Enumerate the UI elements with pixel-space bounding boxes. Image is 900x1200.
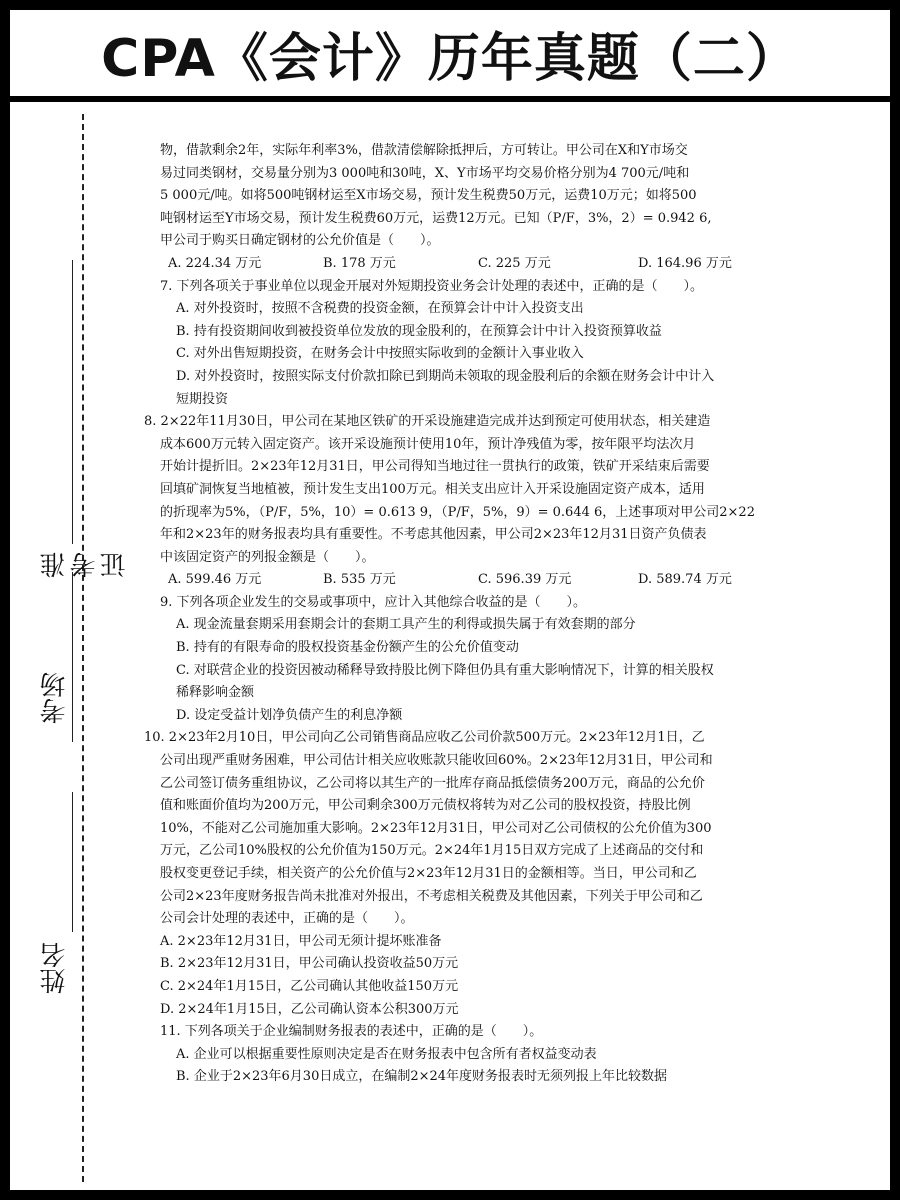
title-bar <box>10 10 890 102</box>
name-field <box>10 792 80 1112</box>
q6-option-d: D. 164.96 万元 <box>638 255 732 271</box>
q6-option-a: A. 224.34 万元 <box>168 255 262 271</box>
q7-option-b: B. 持有投资期间收到被投资单位发放的现金股利的，在预算会计中计入投资预算收益 <box>176 323 662 339</box>
q8-option-a: A. 599.46 万元 <box>168 572 262 588</box>
q8-line: 中该固定资产的列报金额是（ ）。 <box>160 549 375 565</box>
q9-option-b: B. 持有的有限寿命的股权投资基金份额产生的公允价值变动 <box>176 640 519 656</box>
q8-line: 成本600万元转入固定资产。该开采设施预计使用10年，预计净残值为零，按年限平均法次月 <box>160 436 696 452</box>
q11-stem: 11. 下列各项关于企业编制财务报表的表述中，正确的是（ ）。 <box>160 1024 543 1040</box>
q6-line: 甲公司于购买日确定钢材的公允价值是（ ）。 <box>160 233 440 249</box>
q9-option-c: C. 对联营企业的投资因被动稀释导致持股比例下降但仍具有重大影响情况下，计算的相关股权 <box>176 662 714 678</box>
q7-option-c: C. 对外出售短期投资，在财务会计中按照实际收到的金额计入事业收入 <box>176 346 584 362</box>
q10-option-c: C. 2×24年1月15日，乙公司确认其他收益150万元 <box>160 978 459 994</box>
question-8 <box>144 411 820 592</box>
q8-line: 的折现率为5%，（P/F，5%，10）= 0.613 9，（P/F，5%，9）= 0.644 6，上述事项对甲公司2×22 <box>160 504 755 520</box>
q11-option-a: A. 企业可以根据重要性原则决定是否在财务报表中包含所有者权益变动表 <box>176 1046 597 1062</box>
q10-line: 值和账面价值均为200万元，甲公司剩余300万元债权将转为对乙公司的股权投资，持股比例 <box>160 798 691 814</box>
q8-option-d: D. 589.74 万元 <box>638 572 732 588</box>
q8-option-c: C. 596.39 万元 <box>478 572 572 588</box>
q8-line: 开始计提折旧。2×23年12月31日，甲公司得知当地过往一贯执行的政策，铁矿开采结束后需要 <box>160 459 710 475</box>
q11-option-b: B. 企业于2×23年6月30日成立，在编制2×24年度财务报表时无须列报上年比较数据 <box>176 1069 668 1085</box>
q9-stem: 9. 下列各项企业发生的交易或事项中，应计入其他综合收益的是（ ）。 <box>160 594 587 610</box>
page-title: CPA《会计》历年真题（二） <box>101 28 799 89</box>
q9-option-d: D. 设定受益计划净负债产生的利息净额 <box>176 707 403 723</box>
q10-option-a: A. 2×23年12月31日，甲公司无须计提坏账准备 <box>160 933 442 949</box>
ticket-field <box>10 260 130 578</box>
question-7 <box>160 276 820 412</box>
q10-line: 乙公司签订债务重组协议，乙公司将以其生产的一批库存商品抵偿债务200万元，商品的公允价 <box>160 775 705 791</box>
ticket-underline <box>72 260 73 544</box>
q6-line: 物，借款剩余2年，实际年利率3%，借款清偿解除抵押后，方可转让。甲公司在X和Y市场交 <box>160 143 688 158</box>
room-field <box>10 572 80 792</box>
q6-option-b: B. 178 万元 <box>323 255 396 271</box>
q6-option-c: C. 225 万元 <box>478 255 551 271</box>
q10-line: 万元，乙公司10%股权的公允价值为150万元。2×24年1月15日双方完成了上述商品的交付和 <box>160 843 704 859</box>
q6-options <box>160 253 820 276</box>
q10-line: 公司会计处理的表述中，正确的是（ ）。 <box>160 911 414 927</box>
q8-option-b: B. 535 万元 <box>323 572 396 588</box>
q7-option-a: A. 对外投资时，按照不含税费的投资金额，在预算会计中计入投资支出 <box>176 301 584 317</box>
room-underline <box>72 572 73 742</box>
exam-binding-margin <box>10 102 130 1190</box>
question-content <box>144 140 820 1089</box>
q8-line: 回填矿洞恢复当地植被，预计发生支出100万元。相关支出应计入开采设施固定资产成本，适用 <box>160 481 705 497</box>
q7-option-d-cont: 短期投资 <box>176 391 229 407</box>
q9-option-c-cont: 稀释影响金额 <box>176 685 255 701</box>
cut-dashed-line <box>82 114 84 1182</box>
q8-line: 8. 2×22年11月30日，甲公司在某地区铁矿的开采设施建造完成并达到预定可使用状态，相关建造 <box>144 414 711 430</box>
q8-options <box>160 569 820 592</box>
q7-option-d: D. 对外投资时，按照实际支付价款扣除已到期尚未领取的现金股利后的余额在财务会计中计入 <box>176 368 715 384</box>
question-9 <box>160 592 820 728</box>
q10-option-b: B. 2×23年12月31日，甲公司确认投资收益50万元 <box>160 956 459 972</box>
q10-line: 10. 2×23年2月10日，甲公司向乙公司销售商品应收乙公司价款500万元。2×23年12月1日，乙 <box>144 730 705 746</box>
q9-option-a: A. 现金流量套期采用套期会计的套期工具产生的利得或损失属于有效套期的部分 <box>176 617 636 633</box>
ticket-label: 准考证 <box>40 552 130 578</box>
q10-line: 公司2×23年度财务报告尚未批准对外报出，不考虑相关税费及其他因素，下列关于甲公司和乙 <box>160 888 703 904</box>
question-10 <box>144 727 820 1021</box>
q6-line: 吨钢材运至Y市场交易，预计发生税费60万元，运费12万元。已知（P/F，3%，2）= 0.942 6, <box>160 210 712 226</box>
name-label: 姓名 <box>40 942 70 994</box>
q10-option-d: D. 2×24年1月15日，乙公司确认资本公积300万元 <box>160 1001 459 1017</box>
name-underline <box>72 792 73 932</box>
q6-line: 5 000元/吨。如将500吨钢材运至X市场交易，预计发生税费50万元，运费10万元；如将500 <box>160 188 697 204</box>
q10-line: 10%，不能对乙公司施加重大影响。2×23年12月31日，甲公司对乙公司债权的公允价值为300 <box>160 820 712 836</box>
q6-line: 易过同类钢材，交易量分别为3 000吨和30吨，X、Y市场平均交易价格分别为4 700元/吨和 <box>160 165 690 181</box>
q10-line: 公司出现严重财务困难，甲公司估计相关应收账款只能收回60%。2×23年12月31日，甲公司和 <box>160 753 713 769</box>
q10-line: 股权变更登记手续，相关资产的公允价值与2×23年12月31日的金额相等。当日，甲公司和乙 <box>160 866 697 881</box>
q8-line: 年和2×23年的财务报表均具有重要性。不考虑其他因素，甲公司2×23年12月31日资产负债表 <box>160 527 707 543</box>
room-label: 考场 <box>40 672 70 724</box>
question-6 <box>160 140 820 276</box>
q7-stem: 7. 下列各项关于事业单位以现金开展对外短期投资业务会计处理的表述中，正确的是（ ）。 <box>160 278 704 294</box>
question-11 <box>160 1021 820 1089</box>
